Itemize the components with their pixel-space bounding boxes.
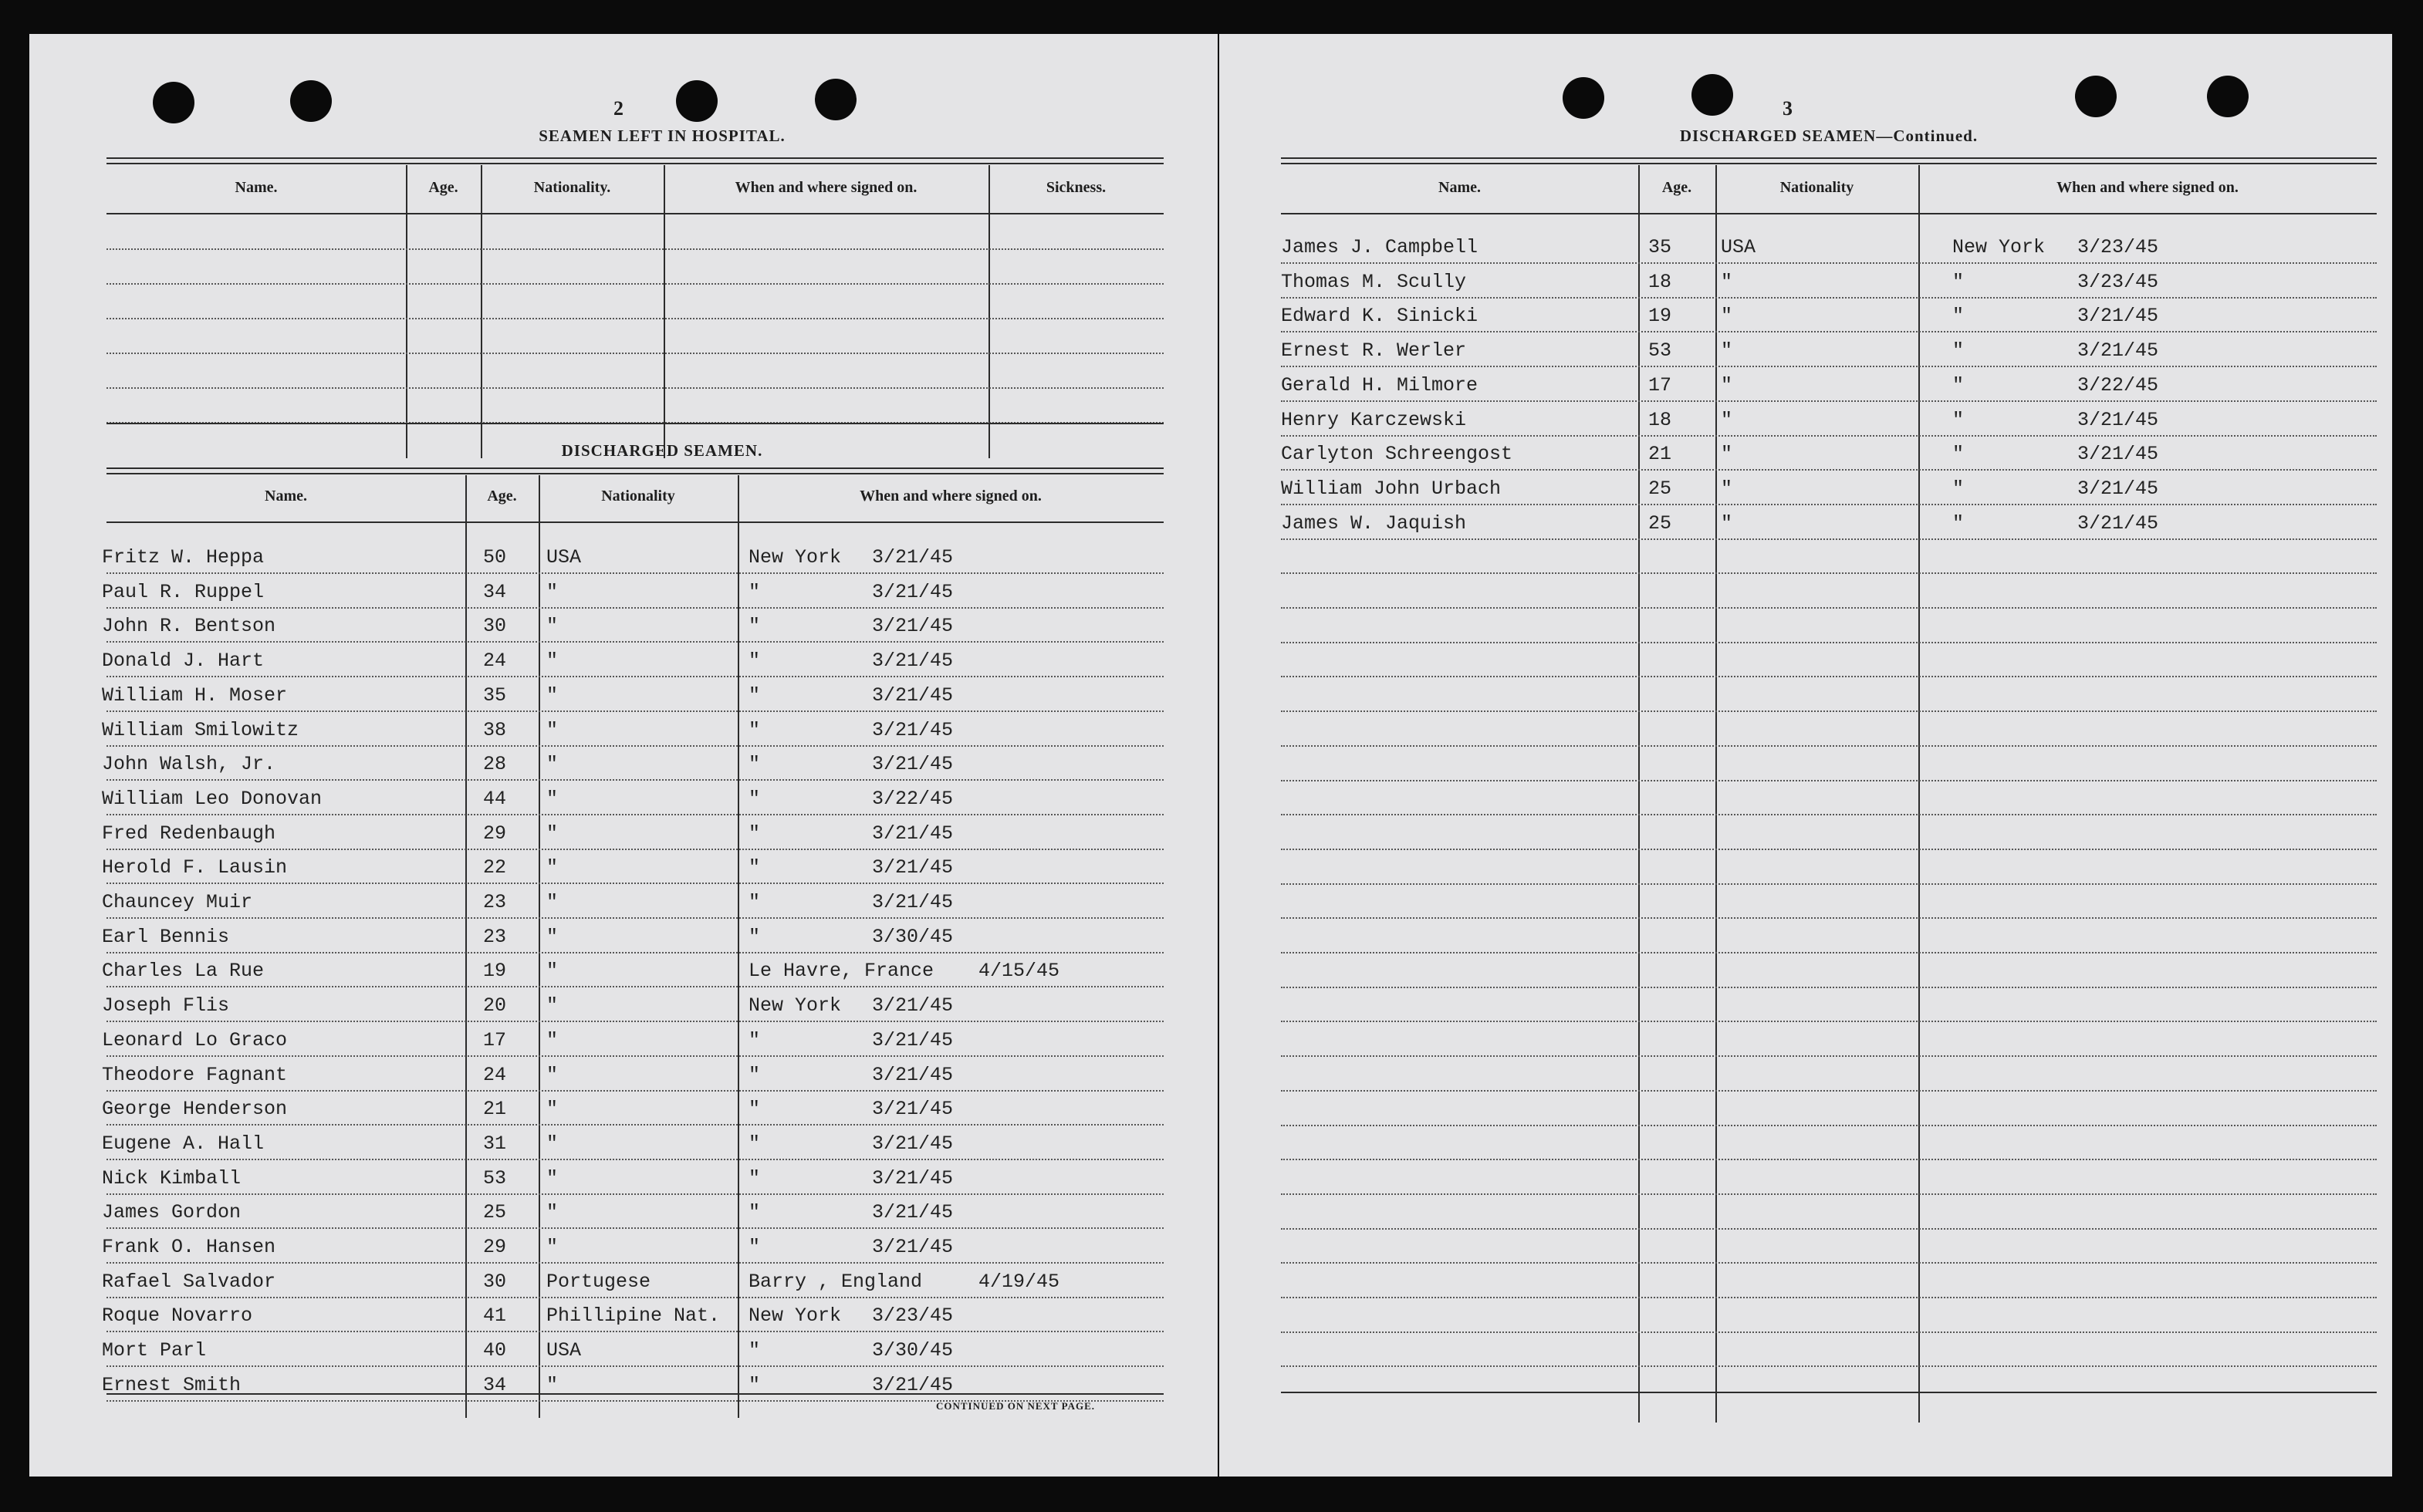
seaman-age: 50 — [483, 546, 507, 569]
seaman-nationality: USA — [546, 546, 582, 569]
page-number: 2 — [613, 97, 623, 120]
blank-row-line — [106, 248, 1164, 250]
row-line — [1281, 1297, 2377, 1298]
seaman-name: Rafael Salvador — [102, 1270, 276, 1293]
row-line — [1281, 297, 2377, 299]
signed-on-date: 3/23/45 — [872, 1304, 954, 1328]
seaman-age: 25 — [483, 1201, 507, 1224]
row-line — [106, 779, 1164, 781]
signed-on-place: " — [749, 683, 761, 707]
signed-on-place: " — [749, 650, 761, 673]
row-line — [106, 917, 1164, 919]
seaman-nationality: " — [546, 615, 559, 638]
row-line — [1281, 1159, 2377, 1160]
row-line — [106, 1365, 1164, 1367]
seaman-nationality: " — [546, 753, 559, 776]
signed-on-date: 3/30/45 — [872, 1339, 954, 1362]
seaman-name: Henry Karczewski — [1281, 408, 1467, 431]
signed-on-place: " — [749, 1373, 761, 1396]
seaman-nationality: " — [546, 1201, 559, 1224]
row-line — [1281, 676, 2377, 677]
seaman-name: William H. Moser — [102, 683, 288, 707]
row-line — [1281, 1193, 2377, 1195]
signed-on-date: 3/21/45 — [2077, 511, 2159, 535]
seaman-name: Carlyton Schreengost — [1281, 443, 1513, 466]
row-line — [1281, 917, 2377, 919]
table-top-rule — [1281, 157, 2377, 164]
seaman-nationality: " — [1721, 477, 1733, 500]
seaman-name: Ernest Smith — [102, 1373, 242, 1396]
seaman-nationality: " — [546, 1373, 559, 1396]
header-sickness: Sickness. — [1046, 179, 1107, 196]
row-line — [106, 641, 1164, 643]
signed-on-date: 3/21/45 — [872, 891, 954, 913]
hospital-bottom-rule — [106, 423, 1164, 424]
seaman-name: John R. Bentson — [102, 615, 276, 638]
row-line — [106, 607, 1164, 609]
seaman-name: William Smilowitz — [102, 718, 299, 741]
column-divider — [1638, 165, 1640, 1423]
row-line — [106, 1227, 1164, 1229]
signed-on-date: 3/22/45 — [872, 787, 954, 810]
signed-on-date: 3/22/45 — [2077, 373, 2159, 397]
seaman-age: 17 — [1648, 373, 1672, 397]
seaman-age: 44 — [483, 787, 507, 810]
seaman-age: 30 — [483, 615, 507, 638]
punch-hole — [1691, 74, 1733, 116]
seaman-nationality: " — [546, 650, 559, 673]
seaman-nationality: " — [546, 994, 559, 1018]
row-line — [1281, 331, 2377, 332]
punch-hole — [2075, 76, 2117, 117]
signed-on-date: 3/21/45 — [872, 1201, 954, 1224]
column-divider — [406, 165, 407, 458]
signed-on-place: Le Havre, France — [749, 960, 934, 983]
header-signed-on: When and where signed on. — [735, 179, 917, 196]
row-line — [1281, 1331, 2377, 1333]
seaman-name: Frank O. Hansen — [102, 1236, 276, 1258]
signed-on-place: " — [749, 1201, 761, 1224]
seaman-name: James J. Campbell — [1281, 236, 1478, 258]
seaman-age: 53 — [1648, 339, 1672, 363]
punch-hole — [1563, 77, 1604, 119]
seaman-nationality: Portugese — [546, 1270, 651, 1293]
seaman-nationality: " — [546, 1028, 559, 1051]
column-divider — [988, 165, 990, 458]
signed-on-place: " — [749, 1132, 761, 1155]
signed-on-place: " — [749, 580, 761, 603]
seaman-name: Ernest R. Werler — [1281, 339, 1467, 363]
seaman-name: Mort Parl — [102, 1339, 207, 1362]
seaman-nationality: " — [1721, 373, 1733, 397]
row-line — [1281, 952, 2377, 953]
punch-hole — [2207, 76, 2249, 117]
seaman-name: Eugene A. Hall — [102, 1132, 265, 1155]
signed-on-place: " — [749, 1028, 761, 1051]
punch-hole — [676, 80, 718, 122]
seaman-name: Paul R. Ruppel — [102, 580, 265, 603]
row-line — [1281, 607, 2377, 609]
seaman-nationality: " — [1721, 443, 1733, 466]
seaman-name: Gerald H. Milmore — [1281, 373, 1478, 397]
signed-on-place: " — [749, 1339, 761, 1362]
punch-hole — [290, 80, 332, 122]
row-line — [106, 745, 1164, 747]
row-line — [106, 814, 1164, 815]
seaman-nationality: " — [546, 891, 559, 913]
seaman-age: 19 — [483, 960, 507, 983]
signed-on-date: 3/21/45 — [872, 615, 954, 638]
seaman-nationality: " — [546, 683, 559, 707]
seaman-name: Herold F. Lausin — [102, 856, 288, 879]
row-line — [1281, 1365, 2377, 1367]
seaman-age: 22 — [483, 856, 507, 879]
signed-on-place: " — [1952, 305, 1965, 328]
blank-row-line — [106, 318, 1164, 319]
header-nationality: Nationality — [1779, 179, 1854, 196]
row-line — [1281, 1125, 2377, 1126]
left-page — [29, 34, 1218, 1477]
seaman-age: 40 — [483, 1339, 507, 1362]
column-divider — [664, 165, 665, 458]
signed-on-date: 3/21/45 — [872, 546, 954, 569]
row-line — [106, 1297, 1164, 1298]
seaman-age: 34 — [483, 1373, 507, 1396]
seaman-name: James Gordon — [102, 1201, 242, 1224]
seaman-age: 41 — [483, 1304, 507, 1328]
signed-on-date: 3/23/45 — [2077, 270, 2159, 293]
signed-on-place: " — [749, 856, 761, 879]
seaman-nationality: " — [1721, 511, 1733, 535]
seaman-nationality: " — [546, 1132, 559, 1155]
signed-on-date: 3/21/45 — [872, 1063, 954, 1086]
row-line — [1281, 469, 2377, 471]
seaman-nationality: " — [546, 960, 559, 983]
header-age: Age. — [1661, 179, 1692, 196]
seaman-age: 21 — [483, 1098, 507, 1121]
blank-row-line — [106, 353, 1164, 354]
seaman-age: 20 — [483, 994, 507, 1018]
seaman-age: 28 — [483, 753, 507, 776]
seaman-age: 35 — [483, 683, 507, 707]
row-line — [1281, 435, 2377, 437]
row-line — [1281, 1262, 2377, 1264]
seaman-nationality: " — [546, 925, 559, 948]
column-divider — [465, 475, 467, 1418]
signed-on-date: 3/21/45 — [872, 1132, 954, 1155]
seaman-name: Theodore Fagnant — [102, 1063, 288, 1086]
seaman-age: 17 — [483, 1028, 507, 1051]
signed-on-place: " — [749, 1236, 761, 1258]
seaman-nationality: " — [1721, 408, 1733, 431]
header-signed-on: When and where signed on. — [860, 488, 1042, 505]
bottom-rule — [1281, 1392, 2377, 1393]
signed-on-place: " — [1952, 477, 1965, 500]
signed-on-place: " — [1952, 373, 1965, 397]
hospital-header-rule — [106, 213, 1164, 214]
row-line — [106, 572, 1164, 574]
seaman-age: 23 — [483, 925, 507, 948]
discharged-table-top-rule — [106, 467, 1164, 474]
seaman-nationality: " — [1721, 270, 1733, 293]
signed-on-place: " — [1952, 270, 1965, 293]
row-line — [106, 1193, 1164, 1195]
continued-note: CONTINUED ON NEXT PAGE. — [936, 1400, 1095, 1412]
row-line — [1281, 642, 2377, 643]
seaman-age: 53 — [483, 1166, 507, 1190]
signed-on-date: 3/21/45 — [872, 1028, 954, 1051]
row-line — [106, 1055, 1164, 1057]
blank-row-line — [106, 283, 1164, 285]
signed-on-place: " — [749, 615, 761, 638]
column-divider — [481, 165, 482, 458]
signed-on-date: 3/21/45 — [2077, 477, 2159, 500]
bottom-rule — [106, 1393, 1164, 1395]
signed-on-date: 3/21/45 — [872, 822, 954, 845]
seaman-name: Roque Novarro — [102, 1304, 253, 1328]
page-number: 3 — [1783, 97, 1793, 120]
signed-on-date: 4/15/45 — [978, 960, 1060, 983]
row-line — [1281, 400, 2377, 402]
seaman-age: 31 — [483, 1132, 507, 1155]
row-line — [1281, 1228, 2377, 1230]
signed-on-date: 3/21/45 — [872, 1166, 954, 1190]
seaman-nationality: " — [546, 718, 559, 741]
seaman-nationality: USA — [1721, 236, 1756, 258]
signed-on-date: 3/21/45 — [2077, 305, 2159, 328]
header-rule — [1281, 213, 2377, 214]
row-line — [1281, 1090, 2377, 1092]
column-divider — [1715, 165, 1717, 1423]
seaman-name: Fritz W. Heppa — [102, 546, 265, 569]
signed-on-date: 3/21/45 — [872, 1373, 954, 1396]
seaman-nationality: " — [546, 822, 559, 845]
seaman-name: Fred Redenbaugh — [102, 822, 276, 845]
seaman-nationality: USA — [546, 1339, 582, 1362]
signed-on-place: New York — [749, 1304, 842, 1328]
signed-on-place: New York — [749, 994, 842, 1018]
seaman-name: Earl Bennis — [102, 925, 230, 948]
seaman-nationality: Phillipine Nat. — [546, 1304, 721, 1328]
signed-on-date: 3/21/45 — [872, 1098, 954, 1121]
row-line — [1281, 538, 2377, 540]
signed-on-date: 4/19/45 — [978, 1270, 1060, 1293]
row-line — [106, 849, 1164, 850]
row-line — [106, 1021, 1164, 1022]
row-line — [106, 1124, 1164, 1126]
signed-on-place: " — [749, 1166, 761, 1190]
header-name: Name. — [1438, 179, 1481, 196]
row-line — [1281, 1021, 2377, 1022]
seaman-nationality: " — [546, 580, 559, 603]
seaman-age: 34 — [483, 580, 507, 603]
row-line — [106, 1262, 1164, 1264]
row-line — [1281, 987, 2377, 988]
row-line — [106, 710, 1164, 712]
seaman-name: Thomas M. Scully — [1281, 270, 1467, 293]
seaman-nationality: " — [1721, 305, 1733, 328]
header-signed-on: When and where signed on. — [2056, 179, 2239, 196]
seaman-nationality: " — [546, 856, 559, 879]
signed-on-date: 3/21/45 — [872, 580, 954, 603]
seaman-nationality: " — [1721, 339, 1733, 363]
row-line — [106, 1159, 1164, 1160]
header-age: Age. — [487, 488, 517, 505]
signed-on-date: 3/21/45 — [872, 856, 954, 879]
row-line — [106, 952, 1164, 953]
row-line — [1281, 849, 2377, 850]
signed-on-date: 3/30/45 — [872, 925, 954, 948]
seaman-age: 30 — [483, 1270, 507, 1293]
seaman-name: Charles La Rue — [102, 960, 265, 983]
blank-row-line — [106, 387, 1164, 389]
row-line — [1281, 883, 2377, 885]
seaman-name: Chauncey Muir — [102, 891, 253, 913]
signed-on-date: 3/21/45 — [2077, 339, 2159, 363]
signed-on-place: " — [749, 1063, 761, 1086]
signed-on-place: New York — [1952, 236, 2046, 258]
discharged-section-title: DISCHARGED SEAMEN. — [561, 441, 763, 460]
row-line — [1281, 780, 2377, 781]
header-name: Name. — [235, 179, 278, 196]
seaman-nationality: " — [546, 787, 559, 810]
signed-on-place: Barry , England — [749, 1270, 923, 1293]
seaman-name: Leonard Lo Graco — [102, 1028, 288, 1051]
signed-on-place: " — [1952, 339, 1965, 363]
seaman-nationality: " — [546, 1063, 559, 1086]
signed-on-place: " — [749, 718, 761, 741]
row-line — [1281, 504, 2377, 505]
seaman-age: 19 — [1648, 305, 1672, 328]
hospital-section-title: SEAMEN LEFT IN HOSPITAL. — [539, 127, 786, 145]
seaman-age: 25 — [1648, 511, 1672, 535]
row-line — [1281, 710, 2377, 712]
signed-on-place: " — [749, 787, 761, 810]
column-divider — [539, 475, 540, 1418]
seaman-nationality: " — [546, 1236, 559, 1258]
seaman-age: 29 — [483, 1236, 507, 1258]
seaman-name: John Walsh, Jr. — [102, 753, 276, 776]
signed-on-date: 3/21/45 — [872, 753, 954, 776]
punch-hole — [815, 79, 857, 120]
punch-hole — [153, 82, 194, 123]
signed-on-place: " — [1952, 511, 1965, 535]
column-divider — [738, 475, 739, 1418]
seaman-nationality: " — [546, 1098, 559, 1121]
row-line — [1281, 1055, 2377, 1057]
signed-on-place: New York — [749, 546, 842, 569]
signed-on-date: 3/21/45 — [872, 718, 954, 741]
signed-on-date: 3/21/45 — [2077, 408, 2159, 431]
row-line — [1281, 814, 2377, 815]
seaman-name: William Leo Donovan — [102, 787, 323, 810]
row-line — [106, 1090, 1164, 1092]
signed-on-date: 3/21/45 — [2077, 443, 2159, 466]
signed-on-place: " — [749, 1098, 761, 1121]
signed-on-place: " — [1952, 408, 1965, 431]
signed-on-date: 3/21/45 — [872, 650, 954, 673]
row-line — [1281, 572, 2377, 574]
discharged-header-rule — [106, 521, 1164, 523]
signed-on-place: " — [749, 925, 761, 948]
signed-on-date: 3/21/45 — [872, 994, 954, 1018]
seaman-age: 35 — [1648, 236, 1672, 258]
row-line — [106, 1331, 1164, 1332]
signed-on-place: " — [749, 753, 761, 776]
row-line — [1281, 262, 2377, 264]
row-line — [106, 883, 1164, 884]
seaman-age: 29 — [483, 822, 507, 845]
seaman-age: 23 — [483, 891, 507, 913]
right-page — [1219, 34, 2392, 1477]
signed-on-date: 3/21/45 — [872, 1236, 954, 1258]
signed-on-place: " — [749, 891, 761, 913]
header-age: Age. — [428, 179, 458, 196]
signed-on-date: 3/23/45 — [2077, 236, 2159, 258]
row-line — [1281, 745, 2377, 747]
seaman-age: 21 — [1648, 443, 1672, 466]
hospital-table-top-rule — [106, 157, 1164, 164]
seaman-name: Joseph Flis — [102, 994, 230, 1018]
row-line — [1281, 366, 2377, 367]
seaman-name: George Henderson — [102, 1098, 288, 1121]
seaman-name: Edward K. Sinicki — [1281, 305, 1478, 328]
seaman-age: 25 — [1648, 477, 1672, 500]
seaman-name: James W. Jaquish — [1281, 511, 1467, 535]
header-nationality: Nationality. — [533, 179, 611, 196]
header-name: Name. — [265, 488, 307, 505]
seaman-name: William John Urbach — [1281, 477, 1502, 500]
seaman-name: Donald J. Hart — [102, 650, 265, 673]
signed-on-place: " — [1952, 443, 1965, 466]
seaman-name: Nick Kimball — [102, 1166, 242, 1190]
signed-on-date: 3/21/45 — [872, 683, 954, 707]
signed-on-place: " — [749, 822, 761, 845]
seaman-age: 38 — [483, 718, 507, 741]
seaman-age: 24 — [483, 650, 507, 673]
row-line — [106, 986, 1164, 987]
column-divider — [1918, 165, 1920, 1423]
seaman-age: 24 — [483, 1063, 507, 1086]
page-title: DISCHARGED SEAMEN—Continued. — [1679, 127, 1979, 145]
seaman-age: 18 — [1648, 270, 1672, 293]
seaman-nationality: " — [546, 1166, 559, 1190]
header-nationality: Nationality — [601, 488, 675, 505]
row-line — [106, 676, 1164, 677]
seaman-age: 18 — [1648, 408, 1672, 431]
